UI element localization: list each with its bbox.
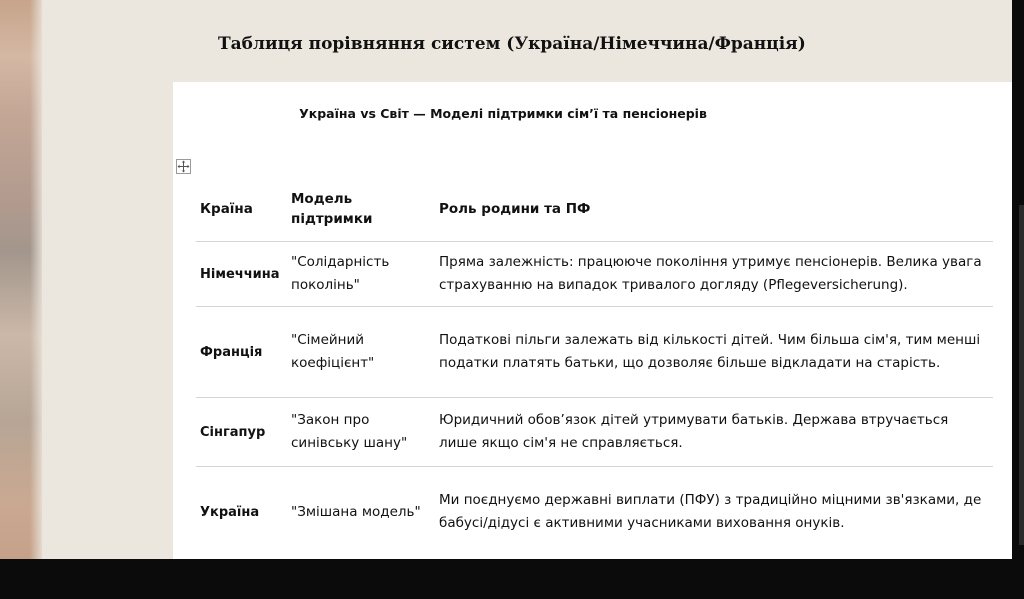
header-country: Країна: [200, 201, 253, 217]
cell-model: "Солідарність поколінь": [287, 242, 435, 307]
table-row: [196, 398, 993, 467]
table-row: [196, 307, 993, 398]
cell-country: Сінгапур: [196, 398, 287, 467]
cell-model: "Закон про синівську шану": [287, 398, 435, 467]
comparison-table: [196, 177, 993, 557]
cell-model: "Змішана модель": [287, 467, 435, 558]
cell-role: Податкові пільги залежать від кількості дітей. Чим більша сім'я, тим менші податки платять батьки, що дозволяє більше відкладати на старість.: [435, 307, 993, 398]
cell-role: Пряма залежність: працююче покоління утримує пенсіонерів. Велика увага страхуванню на випадок тривалого догляду (Pflegeversicherung).: [435, 242, 993, 307]
cell-country: Німеччина: [196, 242, 287, 307]
move-arrows-icon: [177, 160, 190, 173]
cell-country: Україна: [196, 467, 287, 558]
slide-photo: [0, 0, 42, 559]
table-header-row: [196, 177, 993, 242]
cell-country: Франція: [196, 307, 287, 398]
slide-title: Таблиця порівняння систем (Україна/Німеччина/Франція): [218, 34, 806, 54]
cell-role: Ми поєднуємо державні виплати (ПФУ) з традиційно міцними зв'язками, де бабусі/дідусі є активними учасниками виховання онуків.: [435, 467, 993, 558]
header-role: Роль родини та ПФ: [439, 201, 591, 217]
cell-role: Юридичний обов’язок дітей утримувати батьків. Держава втручається лише якщо сім'я не справляється.: [435, 398, 993, 467]
document-title: Україна vs Світ — Моделі підтримки сім’ї та пенсіонерів: [299, 106, 707, 121]
header-model: Модель підтримки: [291, 191, 373, 227]
table-row: [196, 467, 993, 558]
cell-model: "Сімейний коефіцієнт": [287, 307, 435, 398]
scroll-indicator[interactable]: [1019, 205, 1024, 545]
embedded-document: [173, 82, 1012, 559]
table-row: [196, 242, 993, 307]
table-move-handle[interactable]: [176, 159, 191, 174]
